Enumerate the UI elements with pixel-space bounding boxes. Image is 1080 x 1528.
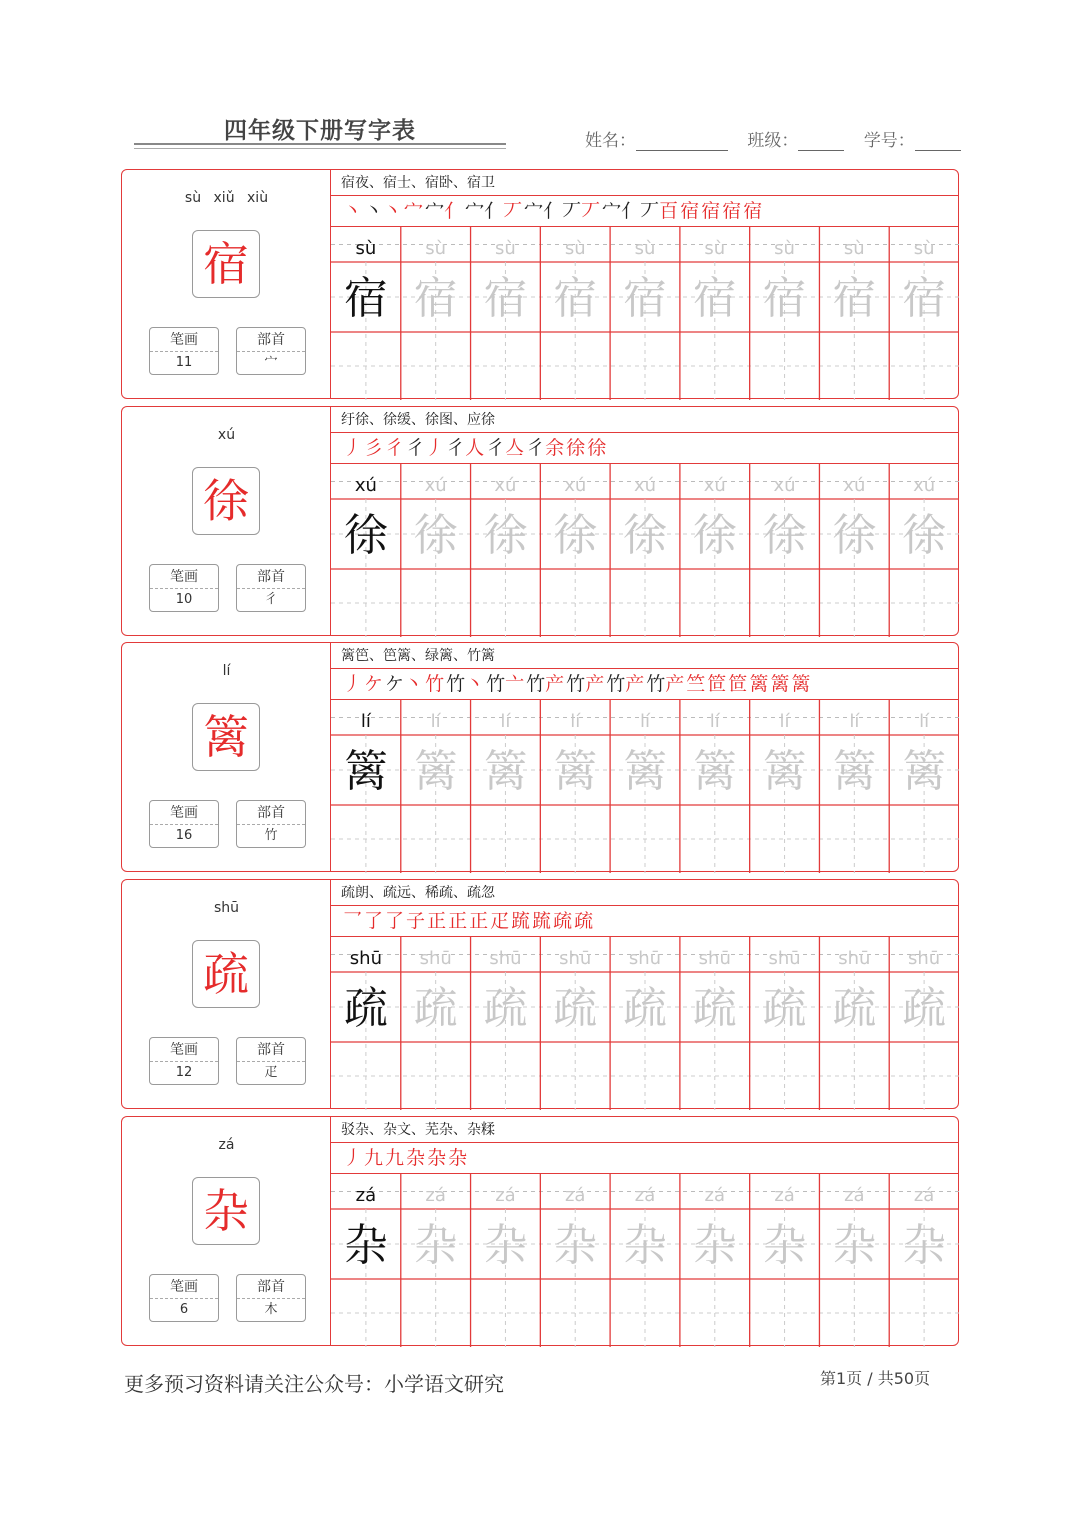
- stroke-step: 丿: [343, 437, 363, 459]
- trace-pinyin: zá: [844, 1185, 865, 1206]
- trace-character[interactable]: 徐: [832, 510, 877, 561]
- stroke-step: 丶: [343, 200, 363, 222]
- grid-svg[interactable]: [331, 464, 959, 637]
- radical-label: 部首: [237, 1275, 305, 1299]
- stroke-step: 杂: [406, 1147, 426, 1169]
- radical-box: [236, 327, 306, 375]
- trace-pinyin: zá: [495, 1185, 516, 1206]
- trace-character[interactable]: 杂: [902, 1220, 947, 1271]
- radical-label: 部首: [237, 801, 305, 825]
- trace-character[interactable]: 疏: [553, 983, 598, 1034]
- page-title: 四年级下册写字表: [224, 118, 416, 144]
- stroke-step: 竺: [686, 673, 706, 695]
- stroke-step: 宀亻丆: [465, 200, 523, 222]
- character-pinyin: sù xiǔ xiù: [184, 190, 269, 206]
- trace-pinyin: shū: [768, 948, 801, 969]
- page-number: 第1页 / 共50页: [820, 1369, 931, 1388]
- name-label: 姓名：: [585, 131, 636, 151]
- trace-pinyin: zá: [913, 1185, 935, 1206]
- trace-pinyin: zá: [704, 1185, 726, 1206]
- radical-value: 宀: [264, 355, 278, 370]
- stroke-count-box: [149, 1274, 219, 1322]
- trace-pinyin: xú: [633, 475, 657, 496]
- trace-character[interactable]: 疏: [413, 983, 458, 1034]
- trace-character[interactable]: 徐: [762, 510, 807, 561]
- character-card: [121, 406, 959, 636]
- stroke-step: 笸: [728, 673, 748, 695]
- character-display-box: [192, 467, 260, 535]
- stroke-step: 疏: [553, 910, 573, 932]
- stroke-step: 正: [448, 910, 468, 932]
- stroke-count-label: 笔画: [150, 565, 218, 589]
- name-field[interactable]: [585, 126, 728, 151]
- character-info-panel: [122, 880, 331, 1108]
- stroke-step: 彳亼: [486, 437, 525, 459]
- stroke-step: ケ: [364, 673, 384, 695]
- trace-character[interactable]: 徐: [413, 510, 458, 561]
- example-words: 疏朗、疏远、稀疏、疏忽: [331, 880, 958, 906]
- trace-pinyin: lí: [500, 711, 511, 732]
- radical-value: 竹: [264, 828, 278, 843]
- stroke-step: 宿: [722, 200, 742, 222]
- stroke-step: 彳余: [526, 437, 565, 459]
- stroke-step: 䟽: [511, 910, 531, 932]
- stroke-count-box: [149, 564, 219, 612]
- trace-pinyin: zá: [564, 1185, 586, 1206]
- stroke-step: 竹产: [606, 673, 645, 695]
- grid-svg[interactable]: [331, 227, 959, 400]
- stroke-step: 宀亻: [425, 200, 464, 222]
- stroke-step: 篱: [791, 673, 811, 695]
- practice-panel: [331, 643, 958, 871]
- stroke-step: 疋: [490, 910, 510, 932]
- student-info-fields: [585, 126, 975, 151]
- model-character: 徐: [343, 510, 388, 561]
- stroke-step: 了: [364, 910, 384, 932]
- practice-panel: [331, 880, 958, 1108]
- character-display-box: [192, 1177, 260, 1245]
- trace-character[interactable]: 杂: [762, 1220, 807, 1271]
- stroke-count-box: [149, 800, 219, 848]
- character-pinyin: shū: [213, 900, 240, 916]
- trace-character[interactable]: 疏: [483, 983, 528, 1034]
- stroke-step: 了: [385, 910, 405, 932]
- character-glyph: 宿: [203, 237, 249, 291]
- writing-grid[interactable]: [331, 464, 959, 637]
- trace-character[interactable]: 篱: [762, 746, 807, 797]
- character-pinyin: zá: [218, 1137, 235, 1153]
- stroke-step: 正: [427, 910, 447, 932]
- trace-pinyin: lí: [919, 711, 930, 732]
- stroke-count-value: 6: [179, 1302, 189, 1317]
- radical-label: 部首: [237, 1038, 305, 1062]
- stroke-step: 杂: [427, 1147, 447, 1169]
- trace-character[interactable]: 疏: [692, 983, 737, 1034]
- trace-character[interactable]: 徐: [553, 510, 598, 561]
- writing-grid[interactable]: [331, 700, 959, 873]
- example-words: 篱笆、笆篱、绿篱、竹篱: [331, 643, 958, 669]
- trace-pinyin: shū: [838, 948, 871, 969]
- stroke-step: 丿: [343, 673, 363, 695]
- stroke-order-row: [331, 669, 958, 700]
- radical-box: [236, 1274, 306, 1322]
- grid-svg[interactable]: [331, 937, 959, 1110]
- trace-pinyin: zá: [634, 1185, 656, 1206]
- model-character: 篱: [343, 746, 388, 797]
- character-display-box: [192, 703, 260, 771]
- character-pinyin: lí: [222, 663, 231, 679]
- stroke-step: 竹产: [526, 673, 565, 695]
- stroke-step: 徐: [566, 437, 586, 459]
- character-card: [121, 879, 959, 1109]
- example-words: 纡徐、徐缓、徐图、应徐: [331, 407, 958, 433]
- trace-character[interactable]: 篱: [483, 746, 528, 797]
- stroke-count-label: 笔画: [150, 801, 218, 825]
- trace-pinyin: sù: [564, 238, 586, 259]
- name-blank[interactable]: [636, 132, 728, 151]
- trace-pinyin: sù: [704, 238, 726, 259]
- radical-value: 彳: [264, 592, 278, 607]
- character-display-box: [192, 230, 260, 298]
- trace-pinyin: zá: [425, 1185, 446, 1206]
- trace-character[interactable]: 宿: [762, 273, 807, 324]
- trace-character[interactable]: 疏: [762, 983, 807, 1034]
- trace-character[interactable]: 宿: [413, 273, 458, 324]
- stroke-step: 杂: [448, 1147, 468, 1169]
- title-underline-thin: [134, 148, 506, 149]
- trace-pinyin: shū: [489, 948, 522, 969]
- practice-panel: [331, 1117, 958, 1345]
- character-display-box: [192, 940, 260, 1008]
- character-glyph: 杂: [203, 1184, 249, 1238]
- stroke-step: 正: [469, 910, 489, 932]
- trace-pinyin: xú: [703, 475, 726, 496]
- trace-pinyin: xú: [424, 475, 447, 496]
- trace-character[interactable]: 徐: [692, 510, 737, 561]
- trace-character[interactable]: 疏: [623, 983, 667, 1034]
- stroke-step: 彡: [364, 437, 384, 459]
- stroke-step: 竹产: [646, 673, 685, 695]
- trace-pinyin: sù: [843, 238, 865, 259]
- stroke-order-row: [331, 196, 958, 227]
- model-character: 宿: [343, 273, 388, 324]
- stroke-step: 九: [385, 1147, 405, 1169]
- class-field[interactable]: [747, 126, 844, 151]
- stroke-order-row: [331, 433, 958, 464]
- stroke-step: 宿: [743, 200, 763, 222]
- stroke-step: 䟽: [532, 910, 552, 932]
- trace-character[interactable]: 篱: [692, 746, 737, 797]
- trace-pinyin: sù: [495, 238, 516, 259]
- trace-pinyin: sù: [913, 238, 935, 259]
- trace-character[interactable]: 徐: [902, 510, 947, 561]
- trace-character[interactable]: 杂: [553, 1220, 598, 1271]
- stroke-step: ケ丶: [385, 673, 424, 695]
- radical-box: [236, 564, 306, 612]
- page-header: [0, 0, 1080, 160]
- trace-character[interactable]: 疏: [832, 983, 877, 1034]
- trace-character[interactable]: 篱: [832, 746, 877, 797]
- writing-grid[interactable]: [331, 227, 959, 400]
- trace-character[interactable]: 杂: [623, 1220, 667, 1271]
- trace-pinyin: shū: [559, 948, 592, 969]
- stroke-step: 徐: [587, 437, 607, 459]
- trace-character[interactable]: 徐: [483, 510, 528, 561]
- trace-character[interactable]: 杂: [832, 1220, 877, 1271]
- trace-pinyin: shū: [698, 948, 731, 969]
- stroke-step: 九: [364, 1147, 384, 1169]
- stroke-step: 篱: [770, 673, 790, 695]
- trace-pinyin: zá: [774, 1185, 795, 1206]
- model-pinyin: zá: [355, 1185, 377, 1206]
- trace-pinyin: shū: [628, 948, 662, 969]
- model-pinyin: xú: [354, 475, 377, 496]
- stroke-step: 丶丶: [364, 200, 403, 222]
- id-field[interactable]: [864, 126, 961, 151]
- stroke-count-value: 12: [175, 1065, 193, 1080]
- stroke-count-box: [149, 327, 219, 375]
- trace-character[interactable]: 宿: [483, 273, 528, 324]
- radical-value: 木: [264, 1302, 278, 1317]
- stroke-count-label: 笔画: [150, 328, 218, 352]
- stroke-count-value: 10: [175, 592, 193, 607]
- stroke-step: 乛: [343, 910, 363, 932]
- model-pinyin: sù: [355, 238, 377, 259]
- radical-value: 疋: [264, 1065, 278, 1080]
- stroke-order-row: [331, 1143, 958, 1174]
- trace-character[interactable]: 宿: [902, 273, 947, 324]
- trace-pinyin: lí: [570, 711, 581, 732]
- example-words: 宿夜、宿士、宿卧、宿卫: [331, 170, 958, 196]
- writing-grid[interactable]: [331, 1174, 959, 1347]
- class-label: 班级：: [747, 131, 799, 151]
- stroke-count-label: 笔画: [150, 1038, 218, 1062]
- trace-character[interactable]: 宿: [692, 273, 737, 324]
- stroke-order-row: [331, 906, 958, 937]
- stroke-step: 彳丿: [406, 437, 445, 459]
- footer-promo: 更多预习资料请关注公众号：小学语文研究: [124, 1372, 504, 1396]
- trace-character[interactable]: 宿: [623, 273, 667, 324]
- trace-pinyin: lí: [430, 711, 441, 732]
- character-info-panel: [122, 170, 331, 398]
- model-pinyin: shū: [349, 948, 382, 969]
- radical-label: 部首: [237, 328, 305, 352]
- trace-pinyin: lí: [779, 711, 790, 732]
- grid-svg[interactable]: [331, 700, 959, 873]
- stroke-count-value: 11: [175, 355, 193, 370]
- character-glyph: 疏: [203, 947, 249, 1001]
- stroke-step: 子: [406, 910, 426, 932]
- trace-pinyin: lí: [709, 711, 720, 732]
- stroke-step: 笸: [707, 673, 727, 695]
- trace-character[interactable]: 篱: [553, 746, 598, 797]
- stroke-step: 丿: [343, 1147, 363, 1169]
- radical-box: [236, 800, 306, 848]
- character-glyph: 徐: [203, 474, 249, 528]
- class-blank[interactable]: [798, 132, 844, 151]
- trace-pinyin: xú: [773, 475, 796, 496]
- example-words: 驳杂、杂文、芜杂、杂糅: [331, 1117, 958, 1143]
- trace-pinyin: sù: [774, 238, 795, 259]
- trace-pinyin: xú: [913, 475, 936, 496]
- model-character: 杂: [343, 1220, 388, 1271]
- stroke-step: 竹亠: [486, 673, 525, 695]
- trace-pinyin: lí: [849, 711, 860, 732]
- grid-svg[interactable]: [331, 1174, 959, 1347]
- stroke-step: 宿: [680, 200, 700, 222]
- character-info-panel: [122, 643, 331, 871]
- stroke-step: 宀亻丆丆: [524, 200, 601, 222]
- trace-pinyin: sù: [425, 238, 447, 259]
- character-card: [121, 1116, 959, 1346]
- trace-character[interactable]: 篱: [413, 746, 458, 797]
- trace-character[interactable]: 宿: [832, 273, 877, 324]
- stroke-step: 彳: [385, 437, 405, 459]
- stroke-count-value: 16: [175, 828, 193, 843]
- writing-grid[interactable]: [331, 937, 959, 1110]
- trace-character[interactable]: 杂: [692, 1220, 737, 1271]
- trace-pinyin: sù: [634, 238, 656, 259]
- stroke-step: 宀: [404, 200, 424, 222]
- trace-character[interactable]: 徐: [623, 510, 667, 561]
- trace-pinyin: shū: [908, 948, 941, 969]
- practice-panel: [331, 407, 958, 635]
- stroke-count-label: 笔画: [150, 1275, 218, 1299]
- stroke-step: 疏: [574, 910, 594, 932]
- model-character: 疏: [343, 983, 388, 1034]
- practice-panel: [331, 170, 958, 398]
- model-pinyin: lí: [360, 711, 371, 732]
- character-pinyin: xú: [217, 427, 236, 443]
- stroke-step: 竹丶: [446, 673, 485, 695]
- stroke-step: 宿: [701, 200, 721, 222]
- trace-pinyin: xú: [494, 475, 517, 496]
- trace-character[interactable]: 篱: [902, 746, 947, 797]
- character-card: [121, 642, 959, 872]
- character-info-panel: [122, 407, 331, 635]
- stroke-step: 竹产: [566, 673, 605, 695]
- stroke-count-box: [149, 1037, 219, 1085]
- stroke-step: 宀亻丆百: [602, 200, 679, 222]
- trace-pinyin: xú: [843, 475, 866, 496]
- stroke-step: 竹: [425, 673, 445, 695]
- character-glyph: 篱: [203, 710, 249, 764]
- trace-character[interactable]: 疏: [902, 983, 947, 1034]
- trace-pinyin: shū: [419, 948, 452, 969]
- stroke-step: 彳人: [446, 437, 485, 459]
- trace-character[interactable]: 杂: [483, 1220, 528, 1271]
- trace-pinyin: xú: [564, 475, 587, 496]
- stroke-step: 篱: [749, 673, 769, 695]
- trace-character[interactable]: 杂: [413, 1220, 458, 1271]
- trace-character[interactable]: 篱: [623, 746, 667, 797]
- radical-label: 部首: [237, 565, 305, 589]
- character-info-panel: [122, 1117, 331, 1345]
- trace-pinyin: lí: [639, 711, 651, 732]
- character-card: [121, 169, 959, 399]
- title-underline: [134, 143, 506, 145]
- id-blank[interactable]: [915, 132, 961, 151]
- trace-character[interactable]: 宿: [553, 273, 598, 324]
- radical-box: [236, 1037, 306, 1085]
- id-label: 学号：: [863, 131, 915, 151]
